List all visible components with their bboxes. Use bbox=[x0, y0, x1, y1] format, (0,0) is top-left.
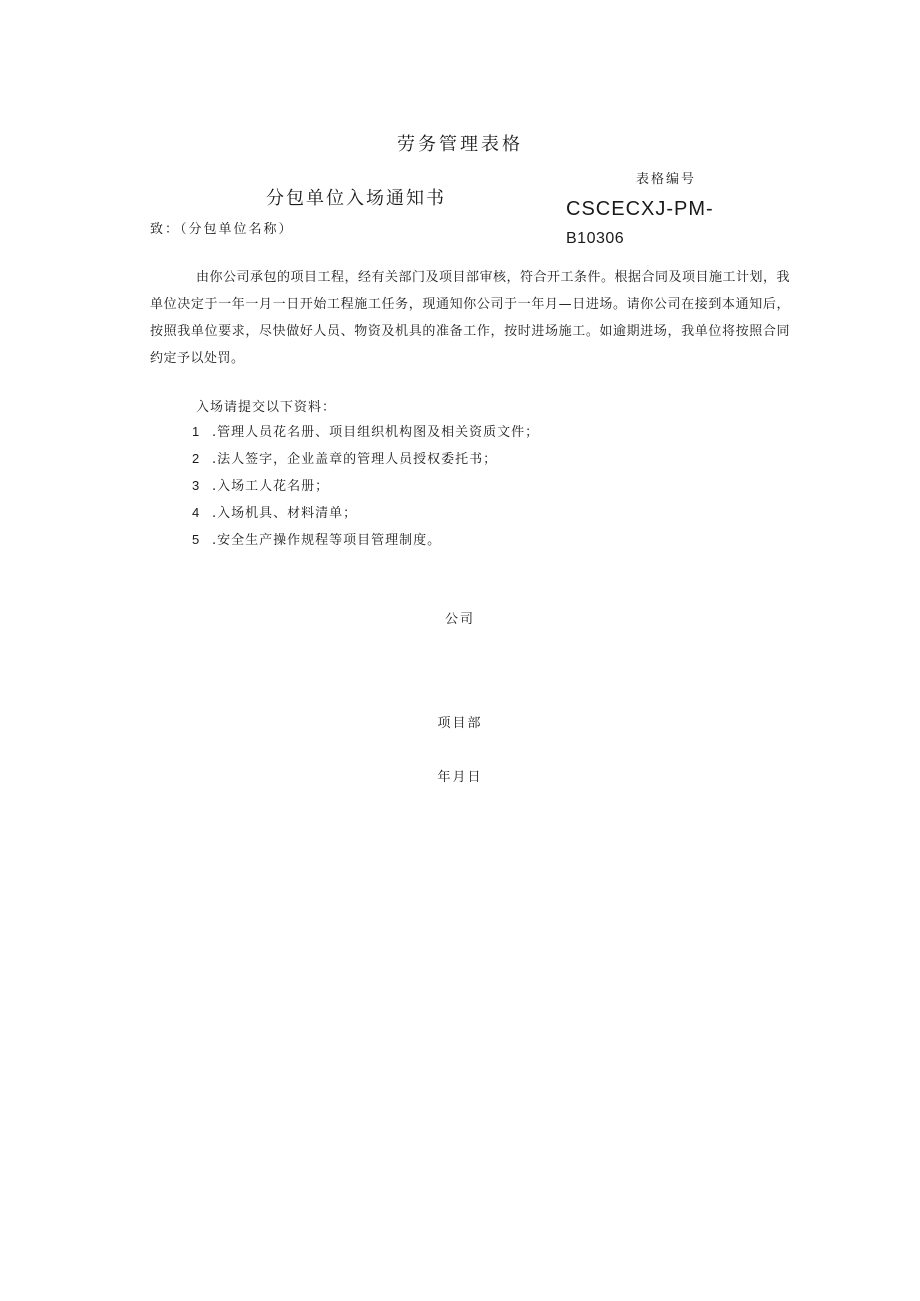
form-code-label: 表格编号 bbox=[636, 172, 697, 187]
list-item-number: 5 bbox=[192, 532, 200, 547]
list-item bbox=[192, 476, 539, 503]
list-item-text: .安全生产操作规程等项目管理制度。 bbox=[212, 533, 442, 548]
list-item-number: 2 bbox=[192, 451, 200, 466]
form-code-value bbox=[566, 194, 714, 254]
header-title: 劳务管理表格 bbox=[397, 134, 523, 155]
form-code-line1: CSCECXJ-PM- bbox=[566, 198, 714, 220]
list-item bbox=[192, 503, 539, 530]
recipient-line: 致：（分包单位名称） bbox=[150, 222, 294, 237]
list-item-text: .入场机具、材料清单； bbox=[212, 506, 358, 521]
form-title: 分包单位入场通知书 bbox=[266, 188, 446, 209]
list-item-number: 3 bbox=[192, 478, 200, 493]
list-item bbox=[192, 530, 539, 557]
signature-company: 公司 bbox=[444, 612, 475, 627]
form-code-line2: B10306 bbox=[566, 230, 625, 247]
notice-body: 由你公司承包的项目工程，经有关部门及项目部审核，符合开工条件。根据合同及项目施工计划，我单位决定于一年一月一日开始工程施工任务，现通知你公司于一年月—日进场。请你公司在接到本通知后，按照我单位要求，尽快做好人员、物资及机具的准备工作，按时进场施工。如逾期进场，我单位将按照合同约定予以处罚。 bbox=[150, 270, 791, 366]
list-item-text: .管理人员花名册、项目组织机构图及相关资质文件； bbox=[212, 425, 540, 440]
list-item-text: .入场工人花名册； bbox=[212, 479, 330, 494]
list-item-number: 1 bbox=[192, 424, 200, 439]
list-item-number: 4 bbox=[192, 505, 200, 520]
list-item bbox=[192, 449, 539, 476]
documents-list bbox=[192, 422, 539, 557]
list-item-text: .法人签字，企业盖章的管理人员授权委托书； bbox=[212, 452, 498, 467]
list-item bbox=[192, 422, 539, 449]
signature-date: 年月日 bbox=[437, 770, 483, 785]
signature-department: 项目部 bbox=[437, 716, 483, 731]
documents-heading: 入场请提交以下资料： bbox=[196, 400, 337, 415]
